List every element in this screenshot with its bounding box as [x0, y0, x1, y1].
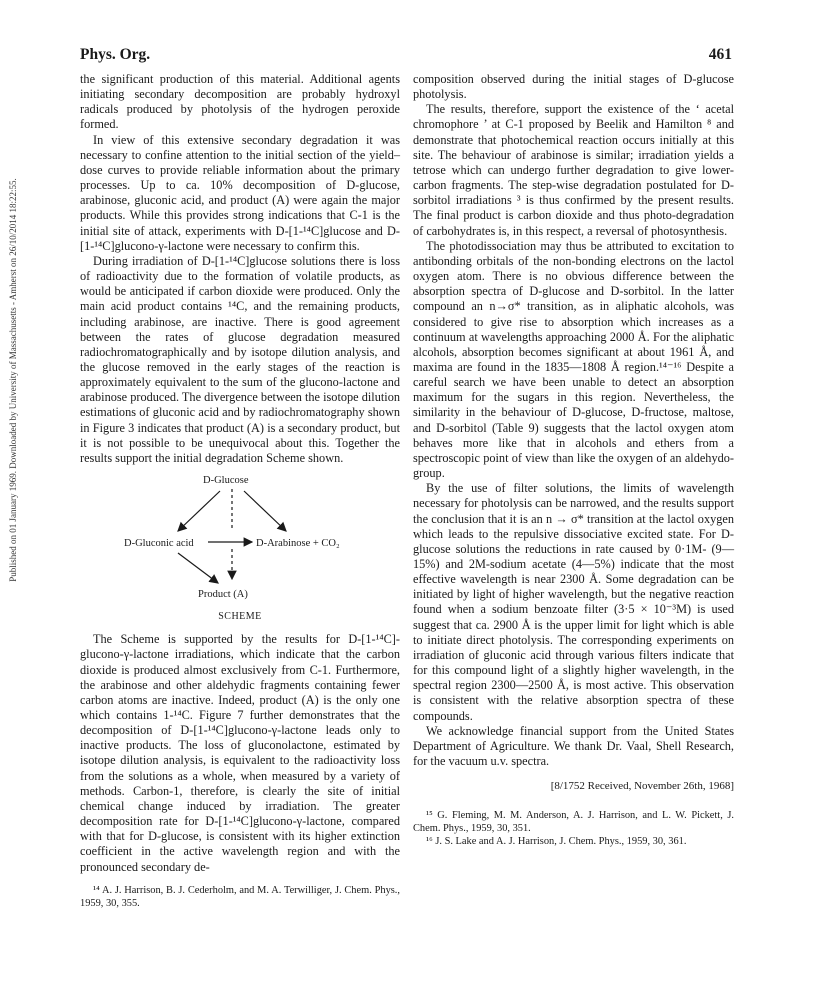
- arrow-glucose-to-gluconic: [178, 491, 220, 531]
- paragraph: the significant production of this material. Additional agents initiating secondary decomposition are probably hydroxyl radicals produced by photolysis of the hydrogen peroxide formed.: [80, 72, 400, 132]
- footnote-15: ¹⁵ G. Fleming, M. M. Anderson, A. J. Harrison, and L. W. Pickett, J. Chem. Phys., 1959, 30, 351.: [413, 810, 734, 835]
- acknowledgement: We acknowledge financial support from the United States Department of Agriculture. We thank Dr. Vaal, Shell Research, for the vacuum u.v. spectra.: [413, 723, 734, 769]
- arrow-glucose-to-arabinose: [244, 491, 286, 531]
- scheme-glucose: D-Glucose: [203, 475, 249, 487]
- scheme-caption: SCHEME: [218, 611, 262, 623]
- paragraph: The results, therefore, support the existence of the ‘ acetal chromophore ’ at C-1 proposed by Beelik and Hamilton ⁸ and demonstrate that photochemical reaction occurs initially at this site. The behaviour of arabinose is similar; irradiation yields a tetrose which can undergo further degradation to give lower-carbon fragments. The step-wise degradation postulated for D-sorbitol irradiations ³ is thus confirmed by the present results. The final product is carbon dioxide and thus photo-degradation of carbohydrates is, in this respect, a reversal of photosynthesis.: [413, 102, 734, 238]
- paragraph: By the use of filter solutions, the limits of wavelength necessary for photolysis can be narrowed, and the results support the conclusion that it is an n → σ* transition at the lactol oxygen which leads to the repulsive dissociative excited state. For D-glucose solutions the reductions in rate caused by 0·1M- (9—15%) and 2M-sodium acetate (4—5%) indicate that the most effective wavelength is near 2300 Å. Some degradation can be initiated by light of higher wavelength, but the negative reaction found when a sodium benzoate filter (3·5 × 10⁻³M) is used suggest that ca. 2900 Å is the upper limit for light which is able to initiate direct photolysis. The corresponding experiments on irradiation of gluconic acid through various filters indicate that for this compound light of a slightly higher wavelength, in the spectral region 2300—2500 Å, is most active. This observation is consistent with the relative absorption spectra of these compounds.: [413, 481, 734, 723]
- paragraph: The Scheme is supported by the results for D-[1-¹⁴C]-glucono-γ-lactone irradiations, which indicate that the carbon dioxide is produced almost exclusively from C-1. Furthermore, the arabinose and other aldehydic fragments containing fewer carbon atoms are inactive. Indeed, product (A) is the only one which contains 1-¹⁴C. Figure 7 further demonstrates that the decomposition of D-[1-¹⁴C]glucono-γ-lactone leads only to inactive products. The loss of gluconolactone, estimated by isotope dilution analysis, is equivalent to the radioactivity loss from the solutions as a whole, when measured by a variety of methods. Carbon-1, therefore, is clearly the site of initial chemical change induced by irradiation. The greater decomposition rate for D-[1-¹⁴C]glucono-γ-lactone, compared with that for D-glucose, is consistent with its higher extinction coefficient in the active wavelength region and with the pronounced secondary de-: [80, 632, 400, 874]
- footnote-16: ¹⁶ J. S. Lake and A. J. Harrison, J. Chem. Phys., 1959, 30, 361.: [426, 835, 687, 847]
- arrow-gluconic-to-product: [178, 553, 218, 583]
- scheme-product-a: Product (A): [198, 589, 248, 601]
- journal-header: Phys. Org.: [80, 46, 151, 63]
- download-watermark: [0, 100, 26, 660]
- page-number: 461: [708, 46, 732, 63]
- footnote-14: ¹⁴ A. J. Harrison, B. J. Cederholm, and M. A. Terwilliger, J. Chem. Phys., 1959, 30, 355.: [80, 884, 400, 909]
- paragraph: composition observed during the initial stages of D-glucose photolysis.: [413, 72, 734, 102]
- reaction-scheme: [80, 469, 400, 607]
- left-column: [80, 72, 400, 910]
- paragraph: In view of this extensive secondary degradation it was necessary to confine attention to the initial section of the yield–dose curves to provide reliable information about the primary processes. Up to ca. 10% decomposition of D-glucose, arabinose, gluconic acid, and product (A) were again the major products. While this provides strong indications that C-1 is the initial site of attack, experiments with D-[1-¹⁴C]glucose and D-[1-¹⁴C]glucono-γ-lactone were necessary to confirm this.: [80, 132, 400, 253]
- paragraph: The photodissociation may thus be attributed to excitation to antibonding orbitals of the non-bonding electrons on the lactol oxygen atom. There is no obvious difference between the absorption spectra of D-glucose and D-sorbitol. In the latter compound an n→σ* transition, as in aliphatic alcohols, was considered to give rise to absorption which increases as a continuum at wavelengths approaching 2000 Å. For the aliphatic alcohols, absorption becomes significant at about 1961 Å, and maxima are found in the 1835—1808 Å region.¹⁴⁻¹⁶ Despite a careful search we have been unable to detect an absorption maximum for the sugars in this region. Nevertheless, the similarity in the behaviour of D-glucose, D-fructose, maltose, and D-sorbitol (Table 9) suggests that the lactol oxygen atom behaves more like that in alcohols and ethers from a spectroscopic point of view than like the oxygen of an aldehydo-group.: [413, 238, 734, 481]
- received-date: [8/1752 Received, November 26th, 1968]: [550, 780, 734, 793]
- scheme-gluconic-acid: D-Gluconic acid: [124, 538, 194, 550]
- right-column: [413, 72, 734, 849]
- scheme-arabinose: D-Arabinose + CO₂: [256, 538, 340, 550]
- watermark-text: Published on 01 January 1969. Downloaded by University of Massachusetts - Amherst on 26/10/2014 18:22:55.: [8, 178, 18, 582]
- paragraph: During irradiation of D-[1-¹⁴C]glucose solutions there is loss of radioactivity due to the formation of volatile products, as would be anticipated if carbon dioxide were produced. Only the main acid product contains ¹⁴C, and the remaining products, including arabinose, are inactive. There is good agreement between the rates of glucose degradation measured radiochromatographically and by isotope dilution analysis, and the glucose removed in the early stages of the reaction is approximately equivalent to the sum of the glucono-lactone and arabinose produced. The divergence between the isotope dilution estimations of gluconic acid and by radiochromatography shown in Figure 3 indicates that product (A) is a secondary product, but it is not possible to be unequivocal about this. Together the results support the initial degradation Scheme shown.: [80, 253, 400, 465]
